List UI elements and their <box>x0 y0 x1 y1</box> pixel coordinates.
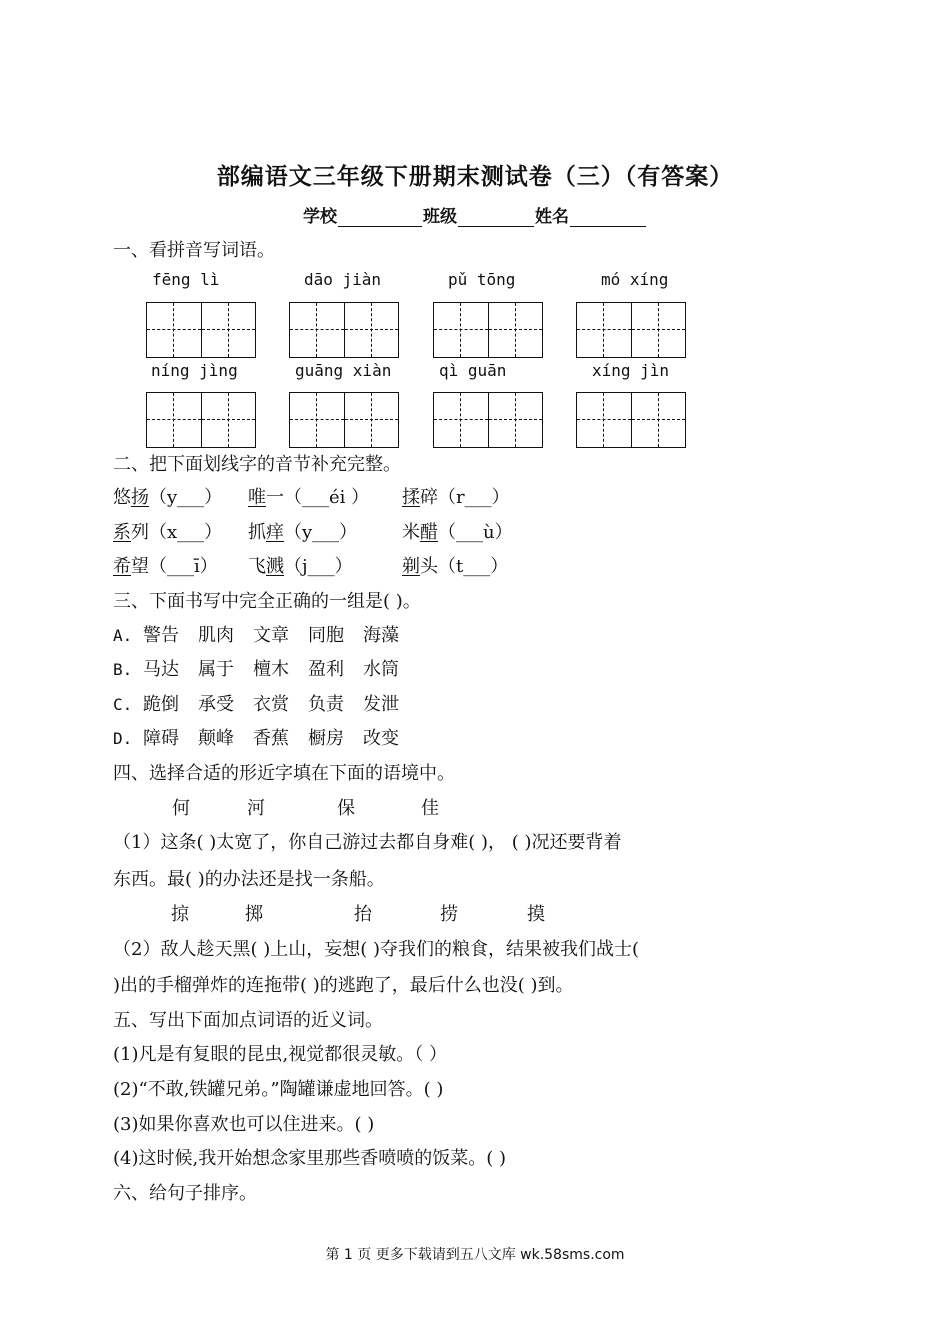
syllable-item[interactable]: 飞溅（j___） <box>248 556 353 577</box>
synonym-item-4[interactable]: (4)这时候,我开始想念家里那些香喷喷的饭菜。( ) <box>113 1148 506 1169</box>
syllable-item[interactable]: 希望（___ī） <box>113 556 218 577</box>
syllable-item[interactable]: 唯一（___éi ） <box>248 487 370 508</box>
writing-grid[interactable] <box>576 302 686 358</box>
syllable-item[interactable]: 系列（x___） <box>113 522 223 543</box>
writing-grid[interactable] <box>146 302 256 358</box>
option-c[interactable]: C. 跪倒 承受 衣赏 负责 发泄 <box>113 694 399 715</box>
q4-line-1[interactable]: （1）这条( )太宽了，你自己游过去都自身难( )， ( )况还要背着 <box>113 832 622 853</box>
option-a[interactable]: A. 警告 肌肉 文章 同胞 海藻 <box>113 625 399 646</box>
section-1-heading: 一、看拼音写词语。 <box>113 240 275 261</box>
name-blank[interactable] <box>570 208 646 227</box>
synonym-item-1[interactable]: (1)凡是有复眼的昆虫,视觉都很灵敏。（ ） <box>113 1044 447 1065</box>
pinyin-7: qì guān <box>439 361 507 380</box>
syllable-item[interactable]: 米醋（___ù） <box>402 522 513 543</box>
option-b[interactable]: B. 马达 属于 檀木 盈利 水筒 <box>113 659 399 680</box>
candidate-char: 摸 <box>527 904 545 925</box>
class-label: 班级 <box>423 207 457 227</box>
candidate-char: 掠 <box>171 904 189 925</box>
q4-line-4[interactable]: )出的手榴弹炸的连拖带( )的逃跑了，最后什么也没( )到。 <box>113 975 574 996</box>
name-label: 姓名 <box>535 207 569 227</box>
section-2-heading: 二、把下面划线字的音节补充完整。 <box>113 454 401 475</box>
writing-grid[interactable] <box>433 302 543 358</box>
candidate-char: 掷 <box>245 904 263 925</box>
writing-grid[interactable] <box>289 392 399 448</box>
candidate-char: 何 <box>172 798 190 819</box>
section-4-heading: 四、选择合适的形近字填在下面的语境中。 <box>113 763 455 784</box>
school-blank[interactable] <box>338 208 422 227</box>
syllable-item[interactable]: 悠扬（y___） <box>113 487 223 508</box>
candidate-char: 佳 <box>421 798 439 819</box>
q4-line-2[interactable]: 东西。最( )的办法还是找一条船。 <box>113 869 385 890</box>
page-footer: 第 1 页 更多下载请到五八文库 wk.58sms.com <box>325 1247 625 1263</box>
school-label: 学校 <box>303 207 337 227</box>
section-3-heading: 三、下面书写中完全正确的一组是( )。 <box>113 591 421 612</box>
pinyin-1: fēng lì <box>152 270 220 289</box>
page-title: 部编语文三年级下册期末测试卷（三）（有答案） <box>216 164 734 190</box>
syllable-item[interactable]: 揉碎（r___） <box>402 487 510 508</box>
pinyin-2: dāo jiàn <box>304 270 382 289</box>
class-blank[interactable] <box>458 208 534 227</box>
writing-grid[interactable] <box>576 392 686 448</box>
candidate-char: 抬 <box>354 904 372 925</box>
writing-grid[interactable] <box>146 392 256 448</box>
synonym-item-2[interactable]: (2)“不敢,铁罐兄弟。”陶罐谦虚地回答。( ) <box>113 1079 444 1100</box>
pinyin-8: xíng jìn <box>592 361 670 380</box>
section-5-heading: 五、写出下面加点词语的近义词。 <box>113 1010 383 1031</box>
candidate-char: 捞 <box>440 904 458 925</box>
writing-grid[interactable] <box>289 302 399 358</box>
syllable-item[interactable]: 剃头（t___） <box>402 556 509 577</box>
pinyin-3: pǔ tōng <box>448 270 516 289</box>
option-d[interactable]: D. 障碍 颠峰 香蕉 橱房 改变 <box>113 728 399 749</box>
synonym-item-3[interactable]: (3)如果你喜欢也可以住进来。( ) <box>113 1114 375 1135</box>
pinyin-6: guāng xiàn <box>295 361 392 380</box>
student-info <box>0 202 950 227</box>
pinyin-5: níng jìng <box>151 361 238 380</box>
writing-grid[interactable] <box>433 392 543 448</box>
section-6-heading: 六、给句子排序。 <box>113 1183 257 1204</box>
candidate-char: 保 <box>337 798 355 819</box>
syllable-item[interactable]: 抓痒（y___） <box>248 522 358 543</box>
pinyin-4: mó xíng <box>601 270 669 289</box>
q4-line-3[interactable]: （2）敌人趁天黑( )上山，妄想( )夺我们的粮食，结果被我们战士( <box>113 939 640 960</box>
candidate-char: 河 <box>247 798 265 819</box>
